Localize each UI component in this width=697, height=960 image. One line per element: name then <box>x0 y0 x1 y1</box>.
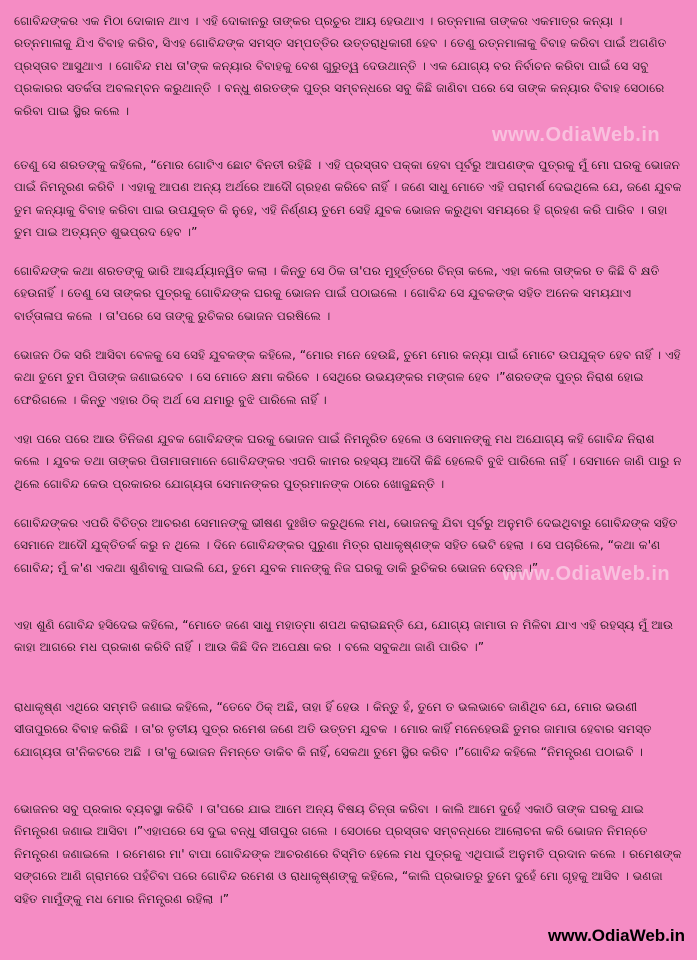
paragraph-3: ଗୋବିନ୍ଦଙ୍କ କଥା ଶରତଙ୍କୁ ଭାରି ଆଶ୍ଚର୍ଯ୍ୟାନ୍ୱିତ କଲା । କିନ୍ତୁ ସେ ଠିକ ତା'ପର ମୁହୂର୍ତ୍ତରେ ଚିନ୍ତା କଲେ, ଏହା କଲେ ତାଙ୍କର ତ କିଛି ବି କ୍ଷତି ହେଉନାହିଁ । ତେଣୁ ସେ ତାଙ୍କର ପୁତ୍ରକୁ ଗୋବିନ୍ଦଙ୍କ ଘରକୁ ଭୋଜନ ପାଇଁ ପଠାଇଲେ । ଗୋବିନ୍ଦ ସେ ଯୁବକଙ୍କ ସହିତ ଅନେକ ସମୟଯାଏ ବାର୍ତ୍ତାଳାପ କଲେ । ତା'ପରେ ସେ ତାଙ୍କୁ ରୁଚିକର ଭୋଜନ ପରଷିଲେ । <box>14 264 660 323</box>
paragraph-2: ତେଣୁ ସେ ଶରତଙ୍କୁ କହିଲେ, “ମୋର ଗୋଟିଏ ଛୋଟ ବିନତୀ ରହିଛି । ଏହି ପ୍ରସ୍ତାବ ପକ୍କା ହେବା ପୂର୍ବରୁ ଆପଣଙ୍କ ପୁତ୍ରକୁ ମୁଁ ମୋ ଘରକୁ ଭୋଜନ ପାଇଁ ନିମନ୍ତ୍ରଣ କରିବି । ଏହାକୁ ଆପଣ ଅନ୍ୟ ଅର୍ଥରେ ଆଦୌ ଗ୍ରହଣ କରିବେ ନାହିଁ । ଜଣେ ସାଧୁ ମୋତେ ଏହି ପରାମର୍ଶ ଦେଇଥିଲେ ଯେ, ଜଣେ ଯୁବକ ତୁମ କନ୍ୟାକୁ ବିବାହ କରିବା ପାଇ ଉପଯୁକ୍ତ କି ନୁହେ, ଏହି ନିର୍ଣ୍ଣୟ ତୁମେ ସେହି ଯୁବକ ଭୋଜନ କରୁଥିବା ସମୟରେ ହି ଗ୍ରହଣ କରି ପାରିବ । ତାହା ତୁମ ପାଇ ଅତ୍ୟନ୍ତ ଶୁଭପ୍ରଦ ହେବ ।” <box>14 158 682 240</box>
paragraph-7: ଏହା ଶୁଣି ଗୋବିନ୍ଦ ହସିଦେଇ କହିଲେ, “ମୋତେ ଜଣେ ସାଧୁ ମହାତ୍ମା ଶପଥ କରାଇଛନ୍ତି ଯେ, ଯୋଗ୍ୟ ଜାମାତା ନ ମିଳିବା ଯାଏ ଏହି ରହସ୍ୟ ମୁଁ ଆଉ କାହା ଆଗରେ ମଧ ପ୍ରକାଶ କରିବି ନାହିଁ । ଆଉ କିଛି ଦିନ ଅପେକ୍ଷା କର । ବଲେ ସବୁକଥା ଜାଣି ପାରିବ ।” <box>14 618 674 655</box>
footer-site-url: www.OdiaWeb.in <box>548 926 685 945</box>
paragraph-9: ଭୋଜନର ସବୁ ପ୍ରକାର ବ୍ୟବସ୍ଥା କରିବି । ତା'ପରେ ଯାଇ ଆମେ ଅନ୍ୟ ବିଷୟ ଚିନ୍ତା କରିବା । କାଲି ଆମେ ଦୁହେଁ ଏକାଠି ତାଙ୍କ ଘରକୁ ଯାଇ ନିମନ୍ତ୍ରଣ ଜଣାଇ ଆସିବା ।”ଏହାପରେ ସେ ଦୁଇ ବନ୍ଧୁ ସୀତାପୁର ଗଲେ । ସେଠାରେ ପ୍ରସ୍ତାବ ସମ୍ବନ୍ଧରେ ଆଲୋଚନା କରି ଭୋଜନ ନିମନ୍ତେ ନିମନ୍ତ୍ରଣ ଜଣାଇଲେ । ରମେଶର ମା' ବାପା ଗୋବିନ୍ଦଙ୍କ ଆଚରଣରେ ବିସ୍ମିତ ହେଲେ ମଧ ପୁତ୍ରକୁ ଏଥିପାଇଁ ଅନୁମତି ପ୍ରଦାନ କଲେ । ରମେଶଙ୍କ ସଙ୍ଗରେ ଆଣି ଗ୍ରାମରେ ପହଁଚିବା ପରେ ଗୋବିନ୍ଦ ରମେଶ ଓ ରାଧାକୃଷ୍ଣଙ୍କୁ କହିଲେ, “କାଲି ପ୍ରଭାତରୁ ତୁମେ ଦୁହେଁ ମୋ ଗୃହକୁ ଆସିବ । ଭଣଜା ସହିତ ମାମୁଁଙ୍କୁ ମଧ ମୋର ନିମନ୍ତ୍ରଣ ରହିଲା ।” <box>14 802 682 906</box>
paragraph-5: ଏହା ପରେ ପରେ ଆଉ ତିନିଜଣ ଯୁବକ ଗୋବିନ୍ଦଙ୍କ ଘରକୁ ଭୋଜନ ପାଇଁ ନିମନ୍ତ୍ରିତ ହେଲେ ଓ ସେମାନଙ୍କୁ ମଧ ଅଯୋଗ୍ୟ କହି ଗୋବିନ୍ଦ ନିରାଶ କଲେ । ଯୁବକ ତଥା ତାଙ୍କର ପିତାମାତାମାନେ ଗୋବିନ୍ଦଙ୍କର ଏପରି କାମର ରହସ୍ୟ ଆଦୌ କିଛି ହେଲେବି ବୁଝି ପାରିଲେ ନାହିଁ । ସେମାନେ ଜାଣି ପାରୁ ନ ଥିଲେ ଗୋବିନ୍ଦ କେଉ ପ୍ରକାରର ଯୋଗ୍ୟତା ସେମାନଙ୍କର ପୁତ୍ରମାନଙ୍କ ଠାରେ ଖୋଜୁଛନ୍ତି । <box>14 432 682 491</box>
watermark-top: www.OdiaWeb.in <box>492 124 661 146</box>
paragraph-6: ଗୋବିନ୍ଦଙ୍କର ଏପରି ବିଚିତ୍ର ଆଚରଣ ସେମାନଙ୍କୁ ଭୀଷଣ ଦୁଃଖିତ କରୁଥିଲେ ମଧ, ଭୋଜନକୁ ଯିବା ପୂର୍ବରୁ ଅନୁମତି ଦେଇଥିବାରୁ ଗୋବିନ୍ଦଙ୍କ ସହିତ ସେମାନେ ଆଦୌ ଯୁକ୍ତିତର୍କ କରୁ ନ ଥିଲେ । ଦିନେ ଗୋବିନ୍ଦଙ୍କର ପୁରୁଣା ମିତ୍ର ରାଧାକୃଷ୍ଣଙ୍କ ସହିତ ଭେଟି ହେଲା । ସେ ପଚାରିଲେ, “କଥା କ'ଣ ଗୋବିନ୍ଦ; ମୁଁ କ'ଣ ଏକଥା ଶୁଣିବାକୁ ପାଇଲି ଯେ, ତୁମେ ଯୁବକ ମାନଙ୍କୁ ନିଜ ଘରକୁ ଡାକି ରୁଚିକର ଭୋଜନ ଦେଉଛ ।” <box>14 516 678 575</box>
paragraph-1: ଗୋବିନ୍ଦଙ୍କର ଏକ ମିଠା ଦୋକାନ ଥାଏ । ଏହି ଦୋକାନରୁ ତାଙ୍କର ପ୍ରଚୁର ଆୟ ହେଉଥାଏ । ରତ୍ନମାଳା ତାଙ୍କର ଏକମାତ୍ର କନ୍ୟା । ରତ୍ନମାଳାକୁ ଯିଏ ବିବାହ କରିବ, ସିଏହ ଗୋବିନ୍ଦଙ୍କ ସମସ୍ତ ସମ୍ପତ୍ତିର ଉତ୍ତରାଧିକାରୀ ହେବ । ତେଣୁ ରତ୍ନମାଳାକୁ ବିବାହ କରିବା ପାଇଁ ଅଗଣିତ ପ୍ରସ୍ତାବ ଆସୁଥାଏ । ଗୋବିନ୍ଦ ମଧ ତା'ଙ୍କ କନ୍ୟାର ବିବାହକୁ ବେଶ ଗୁରୁତ୍ୱ ଦେଉଥାନ୍ତି । ଏକ ଯୋଗ୍ୟ ବର ନିର୍ବାଚନ କରିବା ପାଇଁ ସେ ସବୁ ପ୍ରକାରର ସତର୍କତା ଅବଲମ୍ବନ କରୁଥାନ୍ତି । ବନ୍ଧୁ ଶରତଙ୍କ ପୁତ୍ର ସମ୍ବନ୍ଧରେ ସବୁ କିଛି ଜାଣିବା ପରେ ସେ ତାଙ୍କ କନ୍ୟାର ବିବାହ ସେଠାରେ କରିବା ପାଇ ସ୍ଥିର କଲେ । <box>14 14 667 118</box>
watermark-middle: www.OdiaWeb.in <box>502 563 671 585</box>
paragraph-8: ରାଧାକୃଷ୍ଣ ଏଥିରେ ସମ୍ମତି ଜଣାଇ କହିଲେ, “ତେବେ ଠିକ୍ ଅଛି, ତାହା ହିଁ ହେଉ । କିନ୍ତୁ ହଁ, ତୁମେ ତ ଭଲଭାବେ ଜାଣିଥିବ ଯେ, ମୋର ଭଉଣୀ ସୀତାପୁରରେ ବିବାହ କରିଛି । ତା'ର ତୃତୀୟ ପୁତ୍ର ରମେଶ ଜଣେ ଅତି ଉତ୍ତମ ଯୁବକ । ମୋର କାହିଁ ମନେହେଉଛି ତୁମର ଜାମାତା ହେବାର ସମସ୍ତ ଯୋଗ୍ୟତା ତା'ନିକଟରେ ଅଛି । ତା'କୁ ଭୋଜନ ନିମନ୍ତେ ଡାକିବ କି ନାହିଁ, ସେକଥା ତୁମେ ସ୍ଥିର କରିବ ।”ଗୋବିନ୍ଦ କହିଲେ “ନିମନ୍ତ୍ରଣ ପଠାଇବି । <box>14 700 652 759</box>
paragraph-4: ଭୋଜନ ଠିକ ସରି ଆସିବା ବେଳକୁ ସେ ସେହି ଯୁବକଙ୍କ କହିଲେ, “ମୋର ମନେ ହେଉଛି, ତୁମେ ମୋର କନ୍ୟା ପାଇଁ ମୋଟେ ଉପଯୁକ୍ତ ହେବ ନାହିଁ । ଏହି କଥା ତୁମେ ତୁମ ପିତାଙ୍କ ଜଣାଇଦେବ । ସେ ମୋତେ କ୍ଷମା କରିବେ । ସେଥିରେ ଉଭୟଙ୍କର ମଙ୍ଗଳ ହେବ ।”ଶରତଙ୍କ ପୁତ୍ର ନିରାଶ ହୋଇ ଫେରିଗଲେ । କିନ୍ତୁ ଏହାର ଠିକ୍ ଅର୍ଥ ସେ ଯମାରୁ ବୁଝି ପାରିଲେ ନାହିଁ । <box>14 348 681 407</box>
